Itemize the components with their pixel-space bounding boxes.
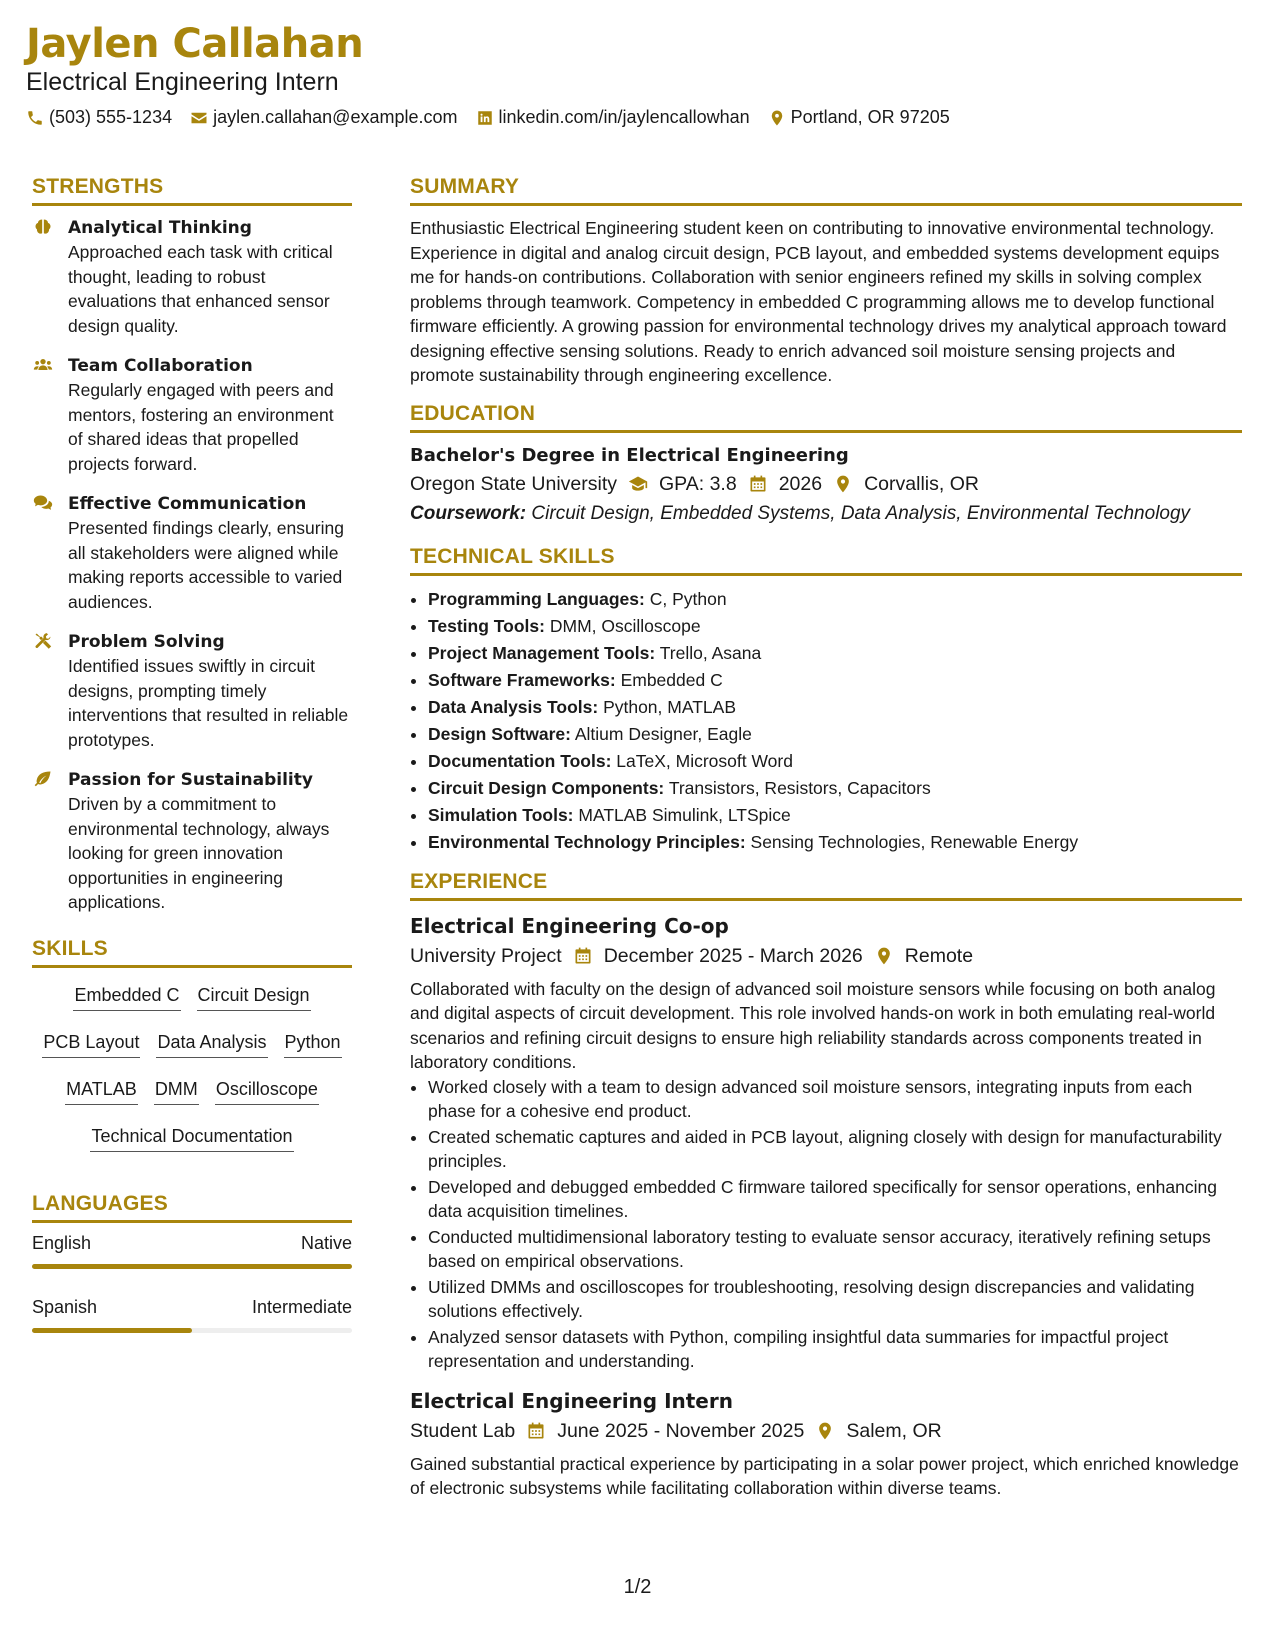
education-gpa: GPA: 3.8	[659, 472, 737, 495]
language-name: Spanish	[32, 1296, 98, 1317]
experience-entry	[410, 911, 1242, 1374]
technical-skill-value: DMM, Oscilloscope	[549, 615, 701, 636]
education-school: Oregon State University	[410, 472, 618, 495]
strength-title: Team Collaboration	[68, 356, 253, 376]
education-meta	[410, 469, 1242, 499]
job-bullet: • Created schematic captures and aided in PCB layout, aligning closely with design for manufacturability principles.	[428, 1125, 1242, 1174]
envelope-icon	[190, 109, 208, 127]
technical-skills-list	[410, 586, 1242, 856]
technical-skill-label: Project Management Tools:	[428, 642, 656, 663]
job-bullet: • Worked closely with a team to design advanced soil moisture sensors, integrating inputs from each phase for a cohesive end product.	[428, 1075, 1242, 1124]
comments-icon	[32, 492, 56, 614]
email-text: jaylen.callahan@example.com	[213, 107, 458, 127]
technical-skill-value: Embedded C	[620, 669, 723, 690]
technical-skill-item	[428, 775, 1242, 802]
job-bullets	[410, 1075, 1242, 1374]
technical-skill-label: Software Frameworks:	[428, 669, 616, 690]
contact-email[interactable]	[190, 107, 457, 128]
language-item	[32, 1297, 352, 1333]
technical-skill-item	[428, 640, 1242, 667]
job-title: Electrical Engineering Co-op	[410, 913, 729, 938]
job-location: Salem, OR	[846, 1419, 942, 1442]
experience-entry	[410, 1386, 1242, 1501]
job-bullet: • Developed and debugged embedded C firmware tailored specifically for sensor operations, enhancing data acquisition timelines.	[428, 1175, 1242, 1224]
language-item	[32, 1233, 352, 1269]
technical-skill-item	[428, 586, 1242, 613]
map-pin-icon	[873, 945, 895, 967]
strengths-title: STRENGTHS	[32, 175, 352, 206]
job-bullet: • Analyzed sensor datasets with Python, compiling insightful data summaries for impactful project representation and understanding.	[428, 1325, 1242, 1374]
education-year: 2026	[778, 472, 823, 495]
page-number: 1/2	[623, 1576, 652, 1598]
job-description: Collaborated with faculty on the design of advanced soil moisture sensors while focusing on both analog and digital aspects of circuit development. This role involved hands-on work in both emulating real-world scenarios and refining circuit designs to ensure high reliability standards across components treated in laboratory conditions.	[410, 978, 1216, 1072]
strength-desc: Regularly engaged with peers and mentors, fostering an environment of shared ideas that propelled projects forward.	[68, 380, 334, 474]
technical-skill-value: Sensing Technologies, Renewable Energy	[750, 831, 1079, 852]
calendar-icon	[525, 1420, 547, 1442]
resume-header	[26, 22, 1249, 128]
language-name: English	[32, 1232, 92, 1253]
map-pin-icon	[814, 1420, 836, 1442]
linkedin-text: linkedin.com/in/jaylencallowhan	[498, 107, 750, 127]
language-level: Intermediate	[251, 1296, 352, 1317]
job-dates: December 2025 - March 2026	[603, 944, 863, 967]
technical-skill-value: LaTeX, Microsoft Word	[616, 750, 793, 771]
language-level: Native	[300, 1232, 352, 1253]
job-meta	[410, 1416, 1242, 1446]
graduation-cap-icon	[627, 473, 649, 495]
job-description: Gained substantial practical experience by participating in a solar power project, which enriched knowledge of electronic subsystems while facilitating collaboration within diverse teams.	[410, 1453, 1239, 1498]
linkedin-icon	[476, 109, 494, 127]
technical-skill-value: Trello, Asana	[659, 642, 762, 663]
job-meta	[410, 941, 1242, 971]
job-company: Student Lab	[410, 1419, 516, 1442]
strength-item	[32, 354, 352, 476]
contact-linkedin[interactable]	[476, 107, 750, 128]
experience-title: EXPERIENCE	[410, 870, 1242, 901]
strength-desc: Driven by a commitment to environmental technology, always looking for green innovation opportunities in engineering applications.	[68, 794, 330, 912]
technical-skill-value: Python, MATLAB	[603, 696, 736, 717]
strength-title: Problem Solving	[68, 632, 225, 652]
education-degree: Bachelor's Degree in Electrical Engineering	[410, 444, 849, 466]
technical-skill-item	[428, 694, 1242, 721]
contact-bar	[26, 107, 1249, 128]
right-column	[410, 175, 1242, 1501]
languages-title: LANGUAGES	[32, 1192, 352, 1223]
technical-skill-value: MATLAB Simulink, LTSpice	[578, 804, 791, 825]
technical-skill-value: C, Python	[649, 588, 727, 609]
technical-skill-label: Testing Tools:	[428, 615, 545, 636]
education-location: Corvallis, OR	[864, 472, 979, 495]
technical-skill-item	[428, 721, 1242, 748]
language-proficiency-fill	[32, 1328, 192, 1333]
language-proficiency-fill	[32, 1264, 352, 1269]
coursework-text: Circuit Design, Embedded Systems, Data Analysis, Environmental Technology	[531, 502, 1191, 524]
technical-skill-label: Design Software:	[428, 723, 571, 744]
strength-title: Analytical Thinking	[68, 218, 252, 238]
location-text: Portland, OR 97205	[790, 107, 950, 127]
map-pin-icon	[832, 473, 854, 495]
users-icon	[32, 354, 56, 476]
candidate-headline: Electrical Engineering Intern	[26, 68, 339, 96]
leaf-icon	[32, 768, 56, 915]
technical-skill-label: Programming Languages:	[428, 588, 645, 609]
technical-skill-value: Altium Designer, Eagle	[574, 723, 752, 744]
skill-tag: PCB Layout	[42, 1031, 140, 1058]
strength-item	[32, 630, 352, 752]
calendar-icon	[572, 945, 594, 967]
left-column	[32, 175, 352, 1353]
technical-skill-item	[428, 613, 1242, 640]
technical-skill-item	[428, 802, 1242, 829]
coursework-label: Coursework:	[410, 502, 527, 524]
phone-icon	[26, 109, 44, 127]
skill-tag: DMM	[154, 1078, 199, 1105]
strength-title: Passion for Sustainability	[68, 770, 313, 790]
technical-skills-title: TECHNICAL SKILLS	[410, 545, 1242, 576]
technical-skill-item	[428, 829, 1242, 856]
strength-desc: Presented findings clearly, ensuring all stakeholders were aligned while making reports accessible to varied audiences.	[68, 518, 344, 612]
technical-skill-label: Circuit Design Components:	[428, 777, 665, 798]
contact-location	[768, 107, 950, 128]
technical-skill-label: Simulation Tools:	[428, 804, 574, 825]
language-proficiency-bar	[32, 1328, 352, 1333]
strength-title: Effective Communication	[68, 494, 307, 514]
calendar-icon	[747, 473, 769, 495]
education-coursework	[410, 499, 1242, 529]
strength-desc: Approached each task with critical thought, leading to robust evaluations that enhanced sensor design quality.	[68, 242, 333, 336]
skills-title: SKILLS	[32, 937, 352, 968]
education-title: EDUCATION	[410, 402, 1242, 433]
technical-skill-item	[428, 748, 1242, 775]
strength-item	[32, 768, 352, 915]
phone-text: (503) 555-1234	[49, 107, 173, 127]
summary-text: Enthusiastic Electrical Engineering student keen on contributing to innovative environmental technology. Experience in digital and analog circuit design, PCB layout, and embedded systems development equips me for hands-on contributions. Collaboration with senior engineers refined my skills in solving complex problems through teamwork. Competency in embedded C programming allows me to develop functional firmware efficiently. A growing passion for environmental technology drives my analytical approach toward designing effective sensing solutions. Ready to enrich advanced soil moisture sensing projects and promote sustainability through engineering excellence.	[410, 218, 1227, 385]
summary-title: SUMMARY	[410, 175, 1242, 206]
skills-list	[32, 978, 352, 1158]
job-company: University Project	[410, 944, 562, 967]
skill-tag: Circuit Design	[197, 984, 311, 1011]
skill-tag: Embedded C	[73, 984, 180, 1011]
skill-tag: Oscilloscope	[215, 1078, 319, 1105]
brain-icon	[32, 216, 56, 338]
map-pin-icon	[768, 109, 786, 127]
technical-skill-label: Data Analysis Tools:	[428, 696, 599, 717]
job-bullet: • Utilized DMMs and oscilloscopes for troubleshooting, resolving design discrepancies and validating solutions effectively.	[428, 1275, 1242, 1324]
candidate-name: Jaylen Callahan	[26, 21, 364, 67]
strength-item	[32, 216, 352, 338]
skill-tag: Data Analysis	[156, 1031, 267, 1058]
strength-desc: Identified issues swiftly in circuit designs, prompting timely interventions that resulted in reliable prototypes.	[68, 656, 349, 750]
skill-tag: Technical Documentation	[90, 1125, 293, 1152]
tools-icon	[32, 630, 56, 752]
technical-skill-label: Environmental Technology Principles:	[428, 831, 746, 852]
job-location: Remote	[904, 944, 974, 967]
technical-skill-item	[428, 667, 1242, 694]
technical-skill-value: Transistors, Resistors, Capacitors	[668, 777, 931, 798]
job-dates: June 2025 - November 2025	[557, 1419, 805, 1442]
skill-tag: MATLAB	[65, 1078, 138, 1105]
contact-phone[interactable]	[26, 107, 172, 128]
job-title: Electrical Engineering Intern	[410, 1388, 733, 1413]
strength-item	[32, 492, 352, 614]
language-proficiency-bar	[32, 1264, 352, 1269]
technical-skill-label: Documentation Tools:	[428, 750, 612, 771]
skill-tag: Python	[284, 1031, 342, 1058]
job-bullet: • Conducted multidimensional laboratory testing to evaluate sensor accuracy, iteratively refining setups based on empirical observations.	[428, 1225, 1242, 1274]
